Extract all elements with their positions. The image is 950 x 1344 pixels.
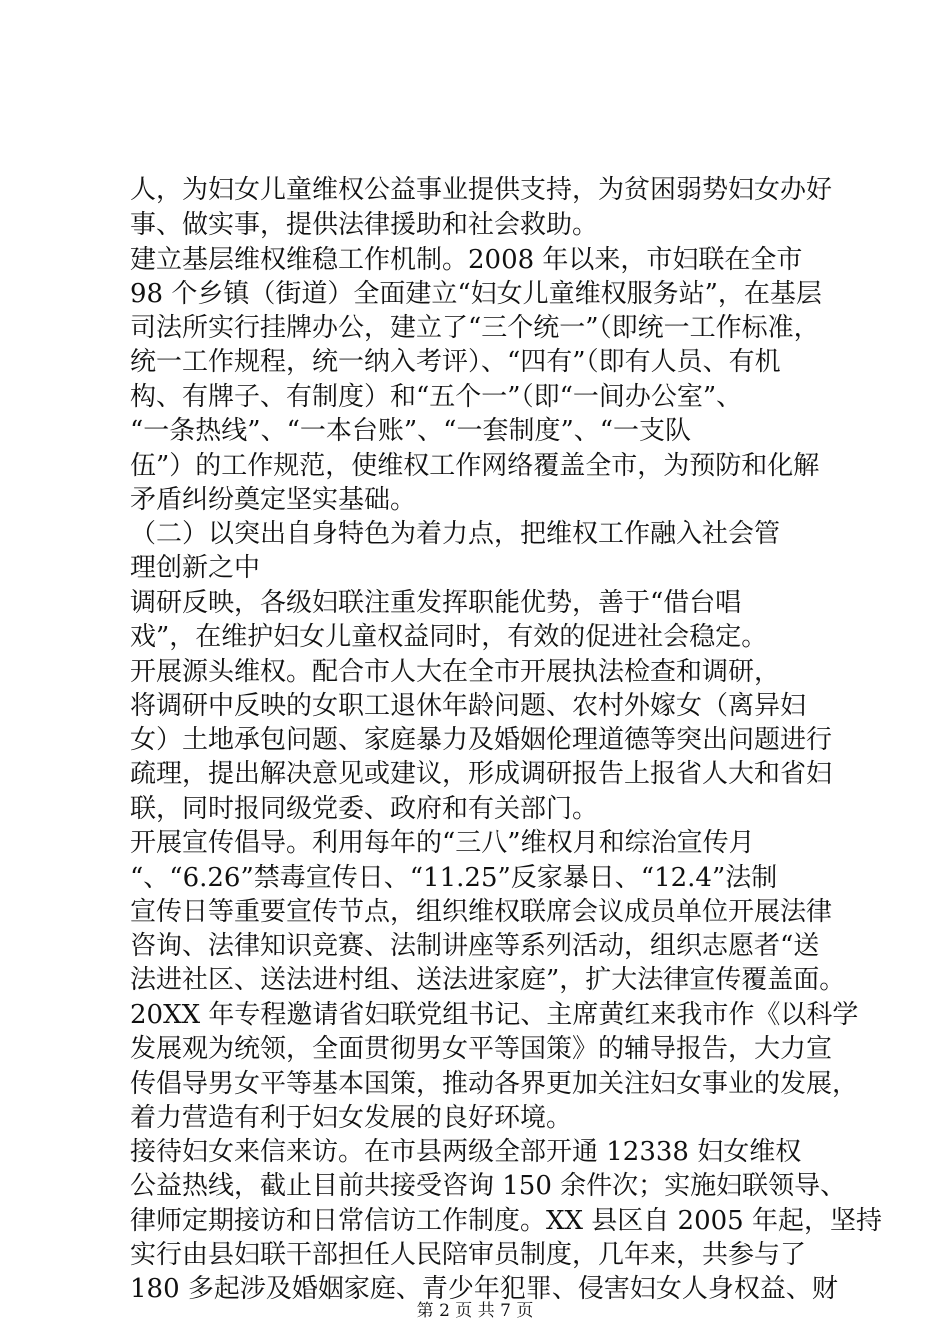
text-line: 咨询、法律知识竞赛、法制讲座等系列活动，组织志愿者“送	[130, 931, 820, 961]
text-line: 将调研中反映的女职工退休年龄问题、农村外嫁女（离异妇	[130, 691, 807, 721]
text-line: 戏”，在维护妇女儿童权益同时，有效的促进社会稳定。	[130, 622, 768, 652]
section-heading: （二）以突出自身特色为着力点，把维权工作融入社会管	[130, 519, 781, 549]
text-line: 20XX 年专程邀请省妇联党组书记、主席黄红来我市作《以科学	[130, 1000, 859, 1030]
text-line: 180 多起涉及婚姻家庭、青少年犯罪、侵害妇女人身权益、财	[130, 1274, 838, 1304]
text-line: 构、有牌子、有制度）和“五个一”（即“一间办公室”、	[130, 382, 743, 412]
text-line: 调研反映，各级妇联注重发挥职能优势，善于“借台唱	[130, 588, 742, 618]
text-line: 宣传日等重要宣传节点，组织维权联席会议成员单位开展法律	[130, 897, 833, 927]
text-line: 接待妇女来信来访。在市县两级全部开通 12338 妇女维权	[130, 1137, 802, 1167]
text-line: 着力营造有利于妇女发展的良好环境。	[130, 1103, 573, 1133]
text-line: 事、做实事，提供法律援助和社会救助。	[130, 210, 599, 240]
text-line: 98 个乡镇（街道）全面建立“妇女儿童维权服务站”，在基层	[130, 279, 822, 309]
text-line: 人，为妇女儿童维权公益事业提供支持，为贫困弱势妇女办好	[130, 175, 833, 205]
text-line: 矛盾纠纷奠定坚实基础。	[130, 485, 417, 515]
text-line: 传倡导男女平等基本国策，推动各界更加关注妇女事业的发展，	[130, 1069, 859, 1099]
text-line: 开展宣传倡导。利用每年的“三八”维权月和综治宣传月	[130, 828, 755, 858]
section-heading: 理创新之中	[130, 553, 261, 583]
text-line: “一条热线”、“一本台账”、“一套制度”、“一支队	[130, 416, 692, 446]
text-line: 开展源头维权。配合市人大在全市开展执法检查和调研，	[130, 657, 781, 687]
text-line: 统一工作规程，统一纳入考评）、“四有”（即有人员、有机	[130, 347, 781, 377]
text-line: 公益热线，截止目前共接受咨询 150 余件次；实施妇联领导、	[130, 1171, 847, 1201]
text-line: “、“6.26”禁毒宣传日、“11.25”反家暴日、“12.4”法制	[130, 863, 778, 893]
text-line: 律师定期接访和日常信访工作制度。XX 县区自 2005 年起，坚持	[130, 1206, 882, 1236]
text-line: 疏理，提出解决意见或建议，形成调研报告上报省人大和省妇	[130, 759, 833, 789]
text-line: 实行由县妇联干部担任人民陪审员制度，几年来，共参与了	[130, 1240, 807, 1270]
text-line: 司法所实行挂牌办公，建立了“三个统一”（即统一工作标准，	[130, 313, 820, 343]
text-line: 发展观为统领，全面贯彻男女平等国策》的辅导报告，大力宣	[130, 1034, 833, 1064]
text-line: 建立基层维权维稳工作机制。2008 年以来，市妇联在全市	[130, 245, 803, 275]
text-line: 联，同时报同级党委、政府和有关部门。	[130, 794, 599, 824]
text-line: 女）土地承包问题、家庭暴力及婚姻伦理道德等突出问题进行	[130, 725, 833, 755]
text-line: 法进社区、送法进村组、送法进家庭”，扩大法律宣传覆盖面。	[130, 965, 846, 995]
page-number-footer: 第 2 页 共 7 页	[416, 1301, 534, 1321]
text-line: 伍”）的工作规范，使维权工作网络覆盖全市，为预防和化解	[130, 451, 820, 481]
